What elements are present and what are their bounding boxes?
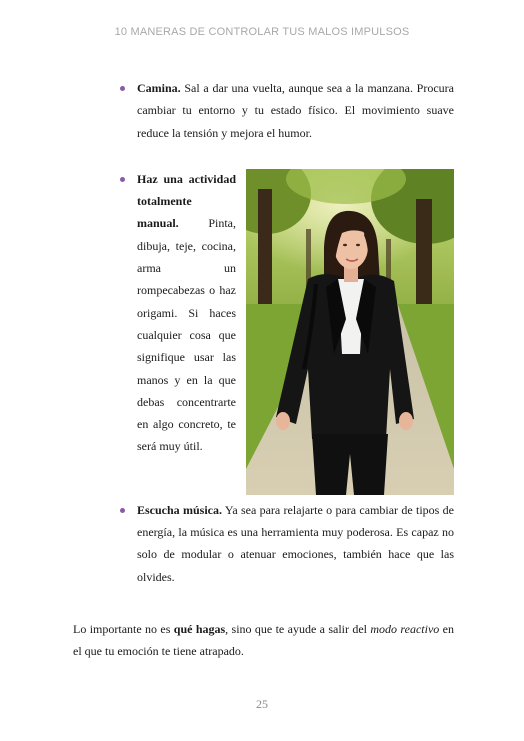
woman-walking-illustration — [246, 169, 454, 495]
closing-text-3: en el que tu emoción te tiene atrapado. — [73, 622, 454, 659]
item-text: Pinta, dibuja, teje, cocina, arma un rompecabezas o haz origami. Si haces cualquier cosa que signifique usar las manos y en la que debas concentrarte en algo concreto, te será muy útil. — [137, 216, 236, 454]
item-lead: Camina. — [137, 81, 181, 95]
bullet-icon — [120, 86, 125, 91]
closing-text-1: Lo importante no es — [73, 622, 174, 637]
bullet-icon — [120, 177, 125, 182]
page-body — [0, 77, 524, 663]
item-lead: Escucha música. — [137, 502, 222, 517]
list-item-manual — [137, 168, 454, 458]
list-item-music — [137, 499, 454, 588]
item-lead: Haz una actividad totalmente manual. — [137, 171, 236, 231]
running-header: 10 MANERAS DE CONTROLAR TUS MALOS IMPULSOS — [114, 26, 410, 38]
bullet-icon — [120, 508, 125, 513]
closing-text-2: , sino que te ayude a salir del — [225, 622, 371, 637]
item-text: Sal a dar una vuelta, aunque sea a la manzana. Procura cambiar tu entorno y tu estado físico. El movimiento suave reduce la tensión y mejora el humor. — [137, 81, 454, 140]
closing-paragraph — [73, 618, 454, 663]
closing-italic: modo reactivo — [370, 622, 440, 637]
item-text: Ya sea para relajarte o para cambiar de tipos de energía, la música es una herramienta muy poderosa. Es capaz no solo de modular o atenuar emociones, también hace que las olvides. — [137, 502, 454, 584]
list-item-walk — [137, 77, 454, 144]
page-number: 25 — [256, 697, 268, 711]
tips-list — [137, 77, 454, 588]
closing-bold: qué hagas — [173, 622, 226, 637]
woman-walking-photo — [246, 169, 454, 495]
